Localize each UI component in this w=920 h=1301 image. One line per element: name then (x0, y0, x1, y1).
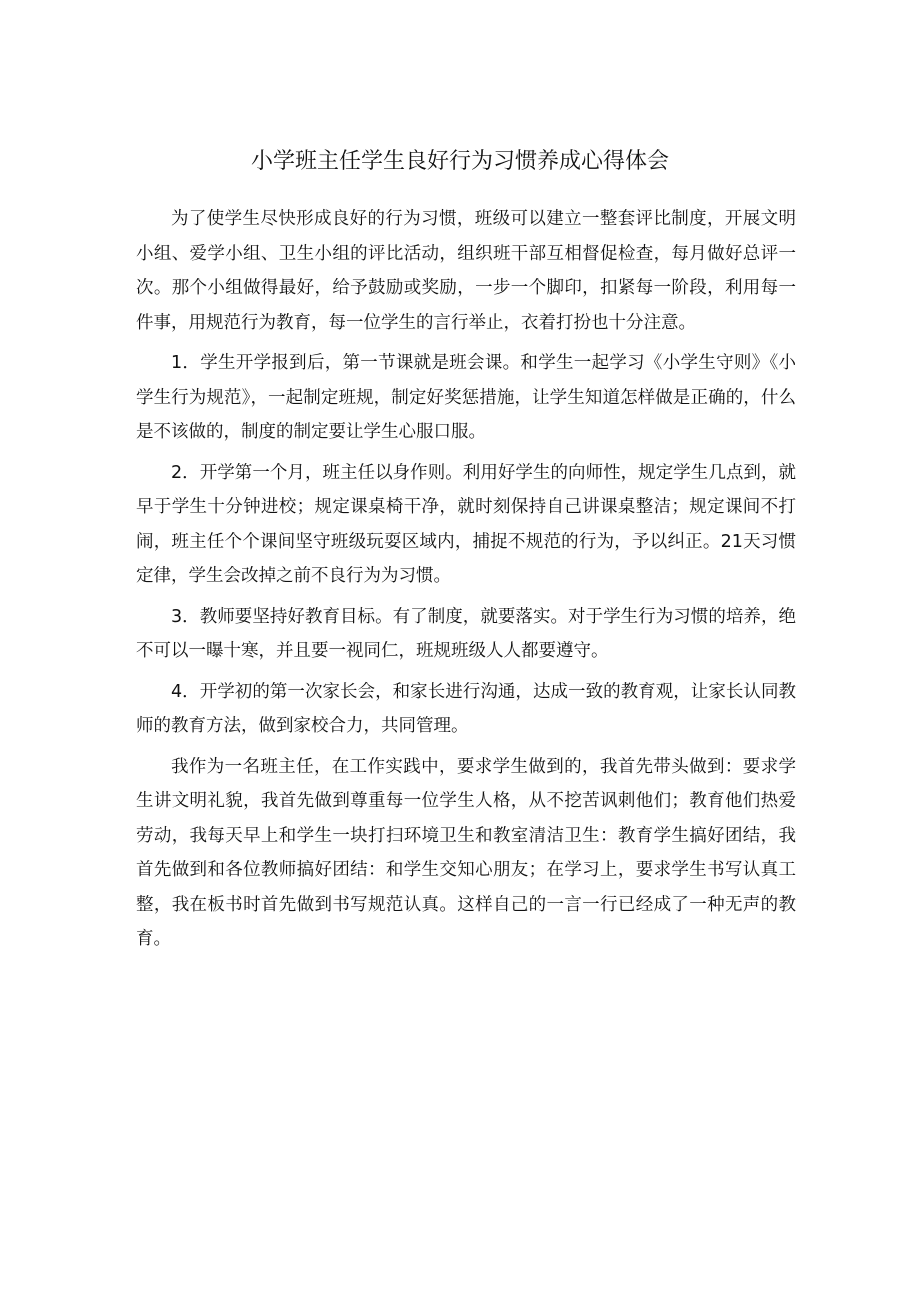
paragraph-item-3: 3．教师要坚持好教育目标。有了制度，就要落实。对于学生行为习惯的培养，绝不可以一曝十寒，并且要一视同仁，班规班级人人都要遵守。 (136, 606, 796, 661)
paragraph-item-1: 1．学生开学报到后，第一节课就是班会课。和学生一起学习《小学生守则》《小学生行为规范》，一起制定班规，制定好奖惩措施，让学生知道怎样做是正确的，什么是不该做的，制度的制定要让学生心服口服。 (136, 353, 796, 442)
paragraph-conclusion: 我作为一名班主任，在工作实践中，要求学生做到的，我首先带头做到：要求学生讲文明礼貌，我首先做到尊重每一位学生人格，从不挖苦讽刺他们；教育他们热爱劳动，我每天早上和学生一块打扫环境卫生和教室清洁卫生：教育学生搞好团结，我首先做到和各位教师搞好团结：和学生交知心朋友；在学习上，要求学生书写认真工整，我在板书时首先做到书写规范认真。这样自己的一言一行已经成了一种无声的教育。 (136, 756, 796, 949)
document-body (136, 202, 796, 963)
paragraph-intro: 为了使学生尽快形成良好的行为习惯，班级可以建立一整套评比制度，开展文明小组、爱学小组、卫生小组的评比活动，组织班干部互相督促检查，每月做好总评一次。那个小组做得最好，给予鼓励或奖励，一步一个脚印，扣紧每一阶段，利用每一件事，用规范行为教育，每一位学生的言行举止，衣着打扮也十分注意。 (136, 209, 796, 333)
paragraph-item-4: 4．开学初的第一次家长会，和家长进行沟通，达成一致的教育观，让家长认同教师的教育方法，做到家校合力，共同管理。 (136, 681, 796, 736)
document-title: 小学班主任学生良好行为习惯养成心得体会 (250, 149, 669, 174)
paragraph-item-2: 2．开学第一个月，班主任以身作则。利用好学生的向师性，规定学生几点到，就早于学生十分钟进校；规定课桌椅干净，就时刻保持自己讲课桌整洁；规定课间不打闹，班主任个个课间坚守班级玩耍区域内，捕捉不规范的行为，予以纠正。21天习惯定律，学生会改掉之前不良行为为习惯。 (136, 462, 796, 586)
